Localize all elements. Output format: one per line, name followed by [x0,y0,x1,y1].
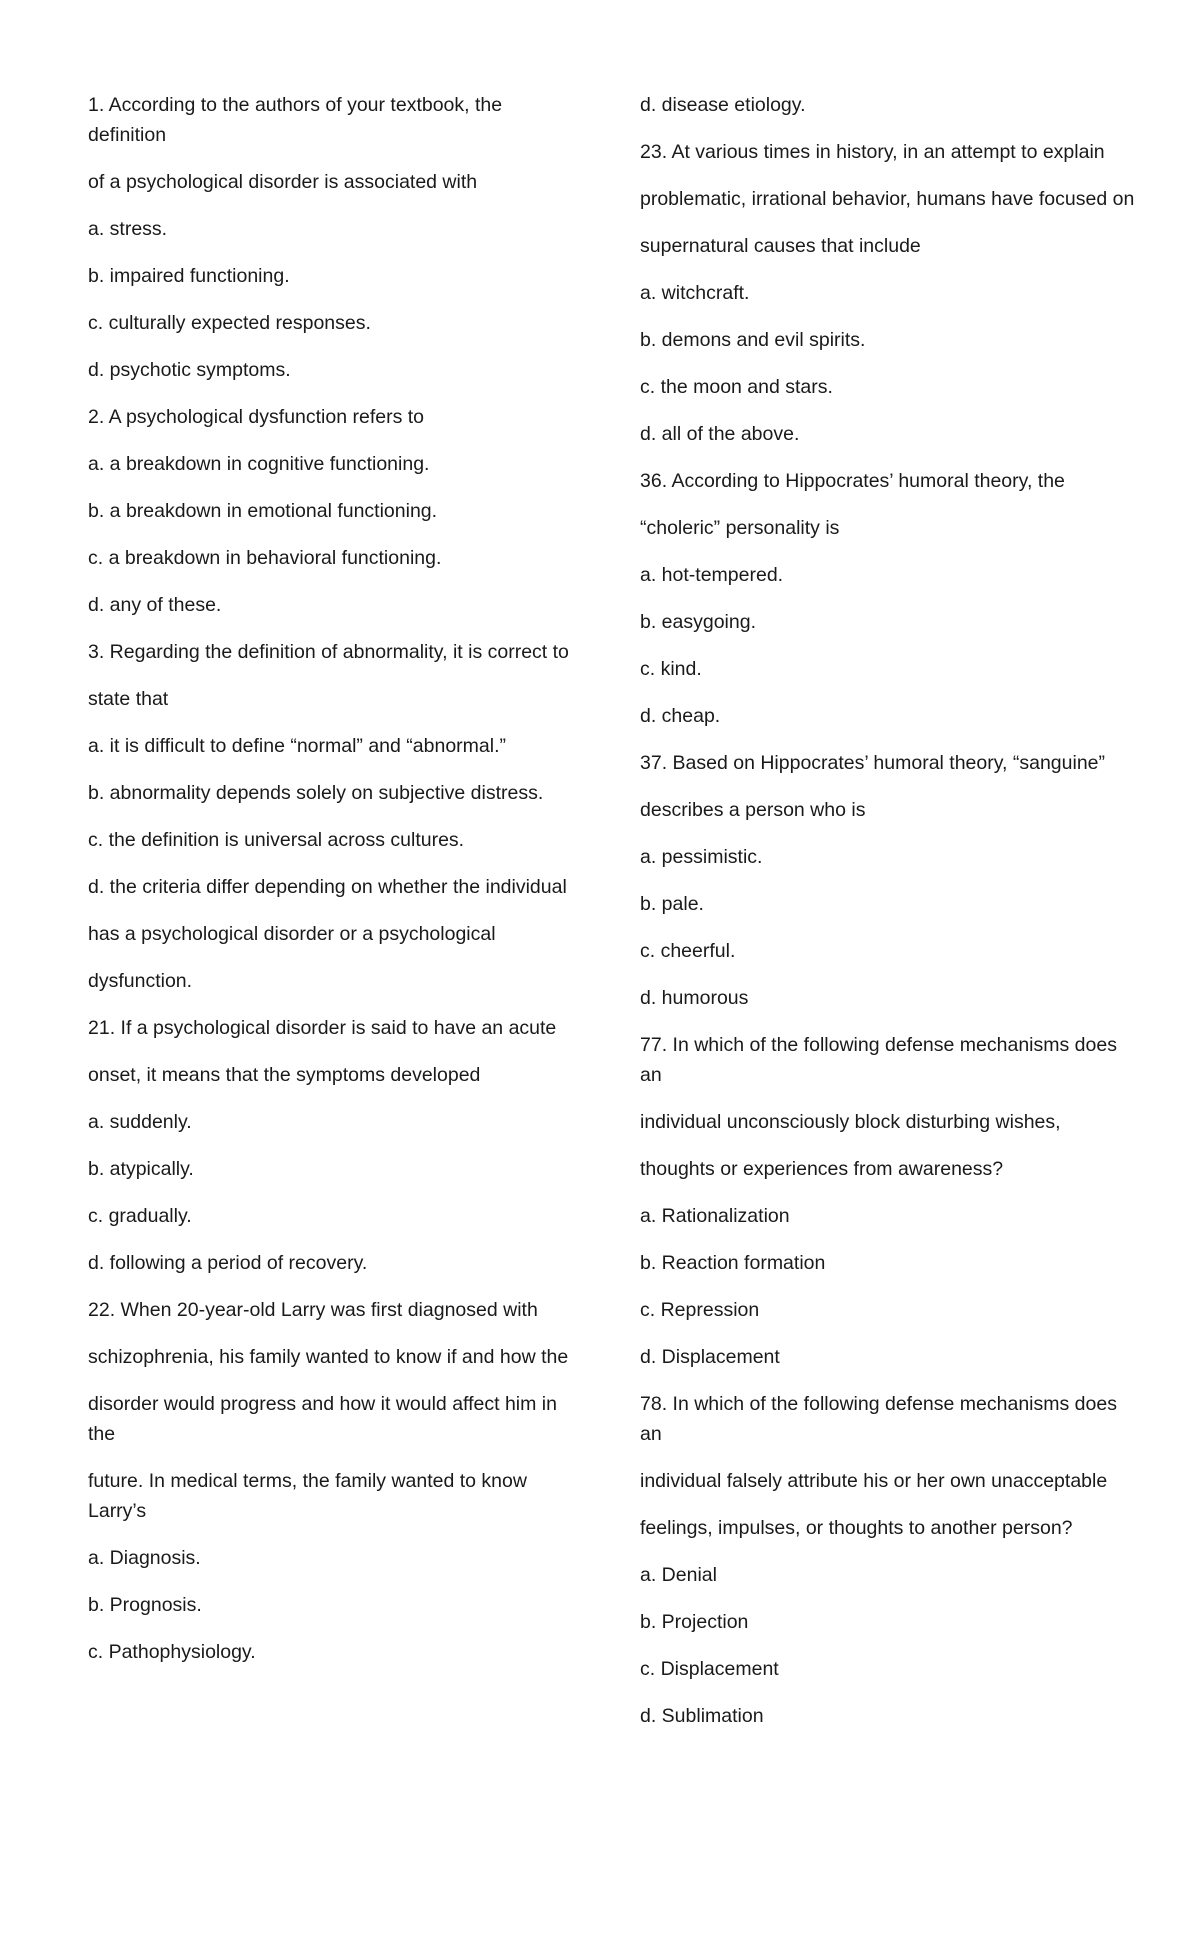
question-3-option-d: d. the criteria differ depending on whether the individual [88,876,567,898]
question-1-option-a: a. stress. [88,218,168,240]
right-column [640,90,1140,1748]
question-21-option-d: d. following a period of recovery. [88,1252,368,1274]
question-36-option-d: d. cheap. [640,705,721,727]
question-37-option-c: c. cheerful. [640,940,736,962]
question-2-option-c: c. a breakdown in behavioral functioning. [88,547,442,569]
question-23-option-c: c. the moon and stars. [640,376,833,398]
question-3-option-a: a. it is difficult to define “normal” and “abnormal.” [88,735,506,757]
question-78-stem-cont2: feelings, impulses, or thoughts to another person? [640,1517,1073,1539]
question-36-option-a: a. hot-tempered. [640,564,784,586]
question-21-option-c: c. gradually. [88,1205,192,1227]
question-2-option-a: a. a breakdown in cognitive functioning. [88,453,430,475]
question-36-option-b: b. easygoing. [640,611,757,633]
question-36-option-c: c. kind. [640,658,702,680]
question-2-option-b: b. a breakdown in emotional functioning. [88,500,438,522]
question-3-option-c: c. the definition is universal across cultures. [88,829,465,851]
question-78-option-d: d. Sublimation [640,1705,764,1727]
question-2-stem: 2. A psychological dysfunction refers to [88,406,425,428]
question-22-option-c: c. Pathophysiology. [88,1641,256,1663]
question-77-option-a: a. Rationalization [640,1205,790,1227]
question-78-option-b: b. Projection [640,1611,749,1633]
question-3-option-d-cont: has a psychological disorder or a psychological [88,923,496,945]
question-21-stem-cont: onset, it means that the symptoms developed [88,1064,481,1086]
question-23-option-a: a. witchcraft. [640,282,750,304]
question-23-stem-cont: problematic, irrational behavior, humans have focused on [640,188,1135,210]
question-36-stem: 36. According to Hippocrates’ humoral theory, the [640,470,1065,492]
question-21-option-b: b. atypically. [88,1158,194,1180]
question-1-option-d: d. psychotic symptoms. [88,359,291,381]
question-37-option-d: d. humorous [640,987,749,1009]
question-22-stem-cont2: disorder would progress and how it would affect him in the [88,1393,557,1445]
question-77-stem-cont2: thoughts or experiences from awareness? [640,1158,1004,1180]
question-22-stem: 22. When 20-year-old Larry was first diagnosed with [88,1299,538,1321]
question-37-option-a: a. pessimistic. [640,846,763,868]
question-3-option-b: b. abnormality depends solely on subjective distress. [88,782,544,804]
question-22-option-a: a. Diagnosis. [88,1547,201,1569]
question-78-option-c: c. Displacement [640,1658,779,1680]
question-77-option-d: d. Displacement [640,1346,780,1368]
question-3-stem-cont: state that [88,688,169,710]
question-23-option-d: d. all of the above. [640,423,800,445]
question-23-stem-cont2: supernatural causes that include [640,235,921,257]
question-37-option-b: b. pale. [640,893,704,915]
left-column [88,90,578,1684]
question-77-option-c: c. Repression [640,1299,760,1321]
question-23-option-b: b. demons and evil spirits. [640,329,866,351]
question-78-stem: 78. In which of the following defense mechanisms does an [640,1393,1117,1445]
question-1-stem: 1. According to the authors of your textbook, the definition [88,94,503,146]
question-1-stem-cont: of a psychological disorder is associated with [88,171,478,193]
question-22-stem-cont: schizophrenia, his family wanted to know if and how the [88,1346,569,1368]
question-37-stem: 37. Based on Hippocrates’ humoral theory, “sanguine” [640,752,1106,774]
question-78-option-a: a. Denial [640,1564,717,1586]
question-37-stem-cont: describes a person who is [640,799,866,821]
question-77-option-b: b. Reaction formation [640,1252,826,1274]
question-3-stem: 3. Regarding the definition of abnormality, it is correct to [88,641,569,663]
question-1-option-b: b. impaired functioning. [88,265,290,287]
question-21-option-a: a. suddenly. [88,1111,192,1133]
question-3-option-d-cont2: dysfunction. [88,970,193,992]
question-77-stem: 77. In which of the following defense mechanisms does an [640,1034,1117,1086]
question-22-option-b: b. Prognosis. [88,1594,202,1616]
question-22-option-d: d. disease etiology. [640,94,806,116]
question-23-stem: 23. At various times in history, in an attempt to explain [640,141,1105,163]
question-78-stem-cont: individual falsely attribute his or her own unacceptable [640,1470,1108,1492]
question-1-option-c: c. culturally expected responses. [88,312,371,334]
question-36-stem-cont: “choleric” personality is [640,517,840,539]
question-2-option-d: d. any of these. [88,594,222,616]
question-21-stem: 21. If a psychological disorder is said to have an acute [88,1017,557,1039]
question-22-stem-cont3: future. In medical terms, the family wanted to know Larry’s [88,1470,527,1522]
question-77-stem-cont: individual unconsciously block disturbing wishes, [640,1111,1061,1133]
